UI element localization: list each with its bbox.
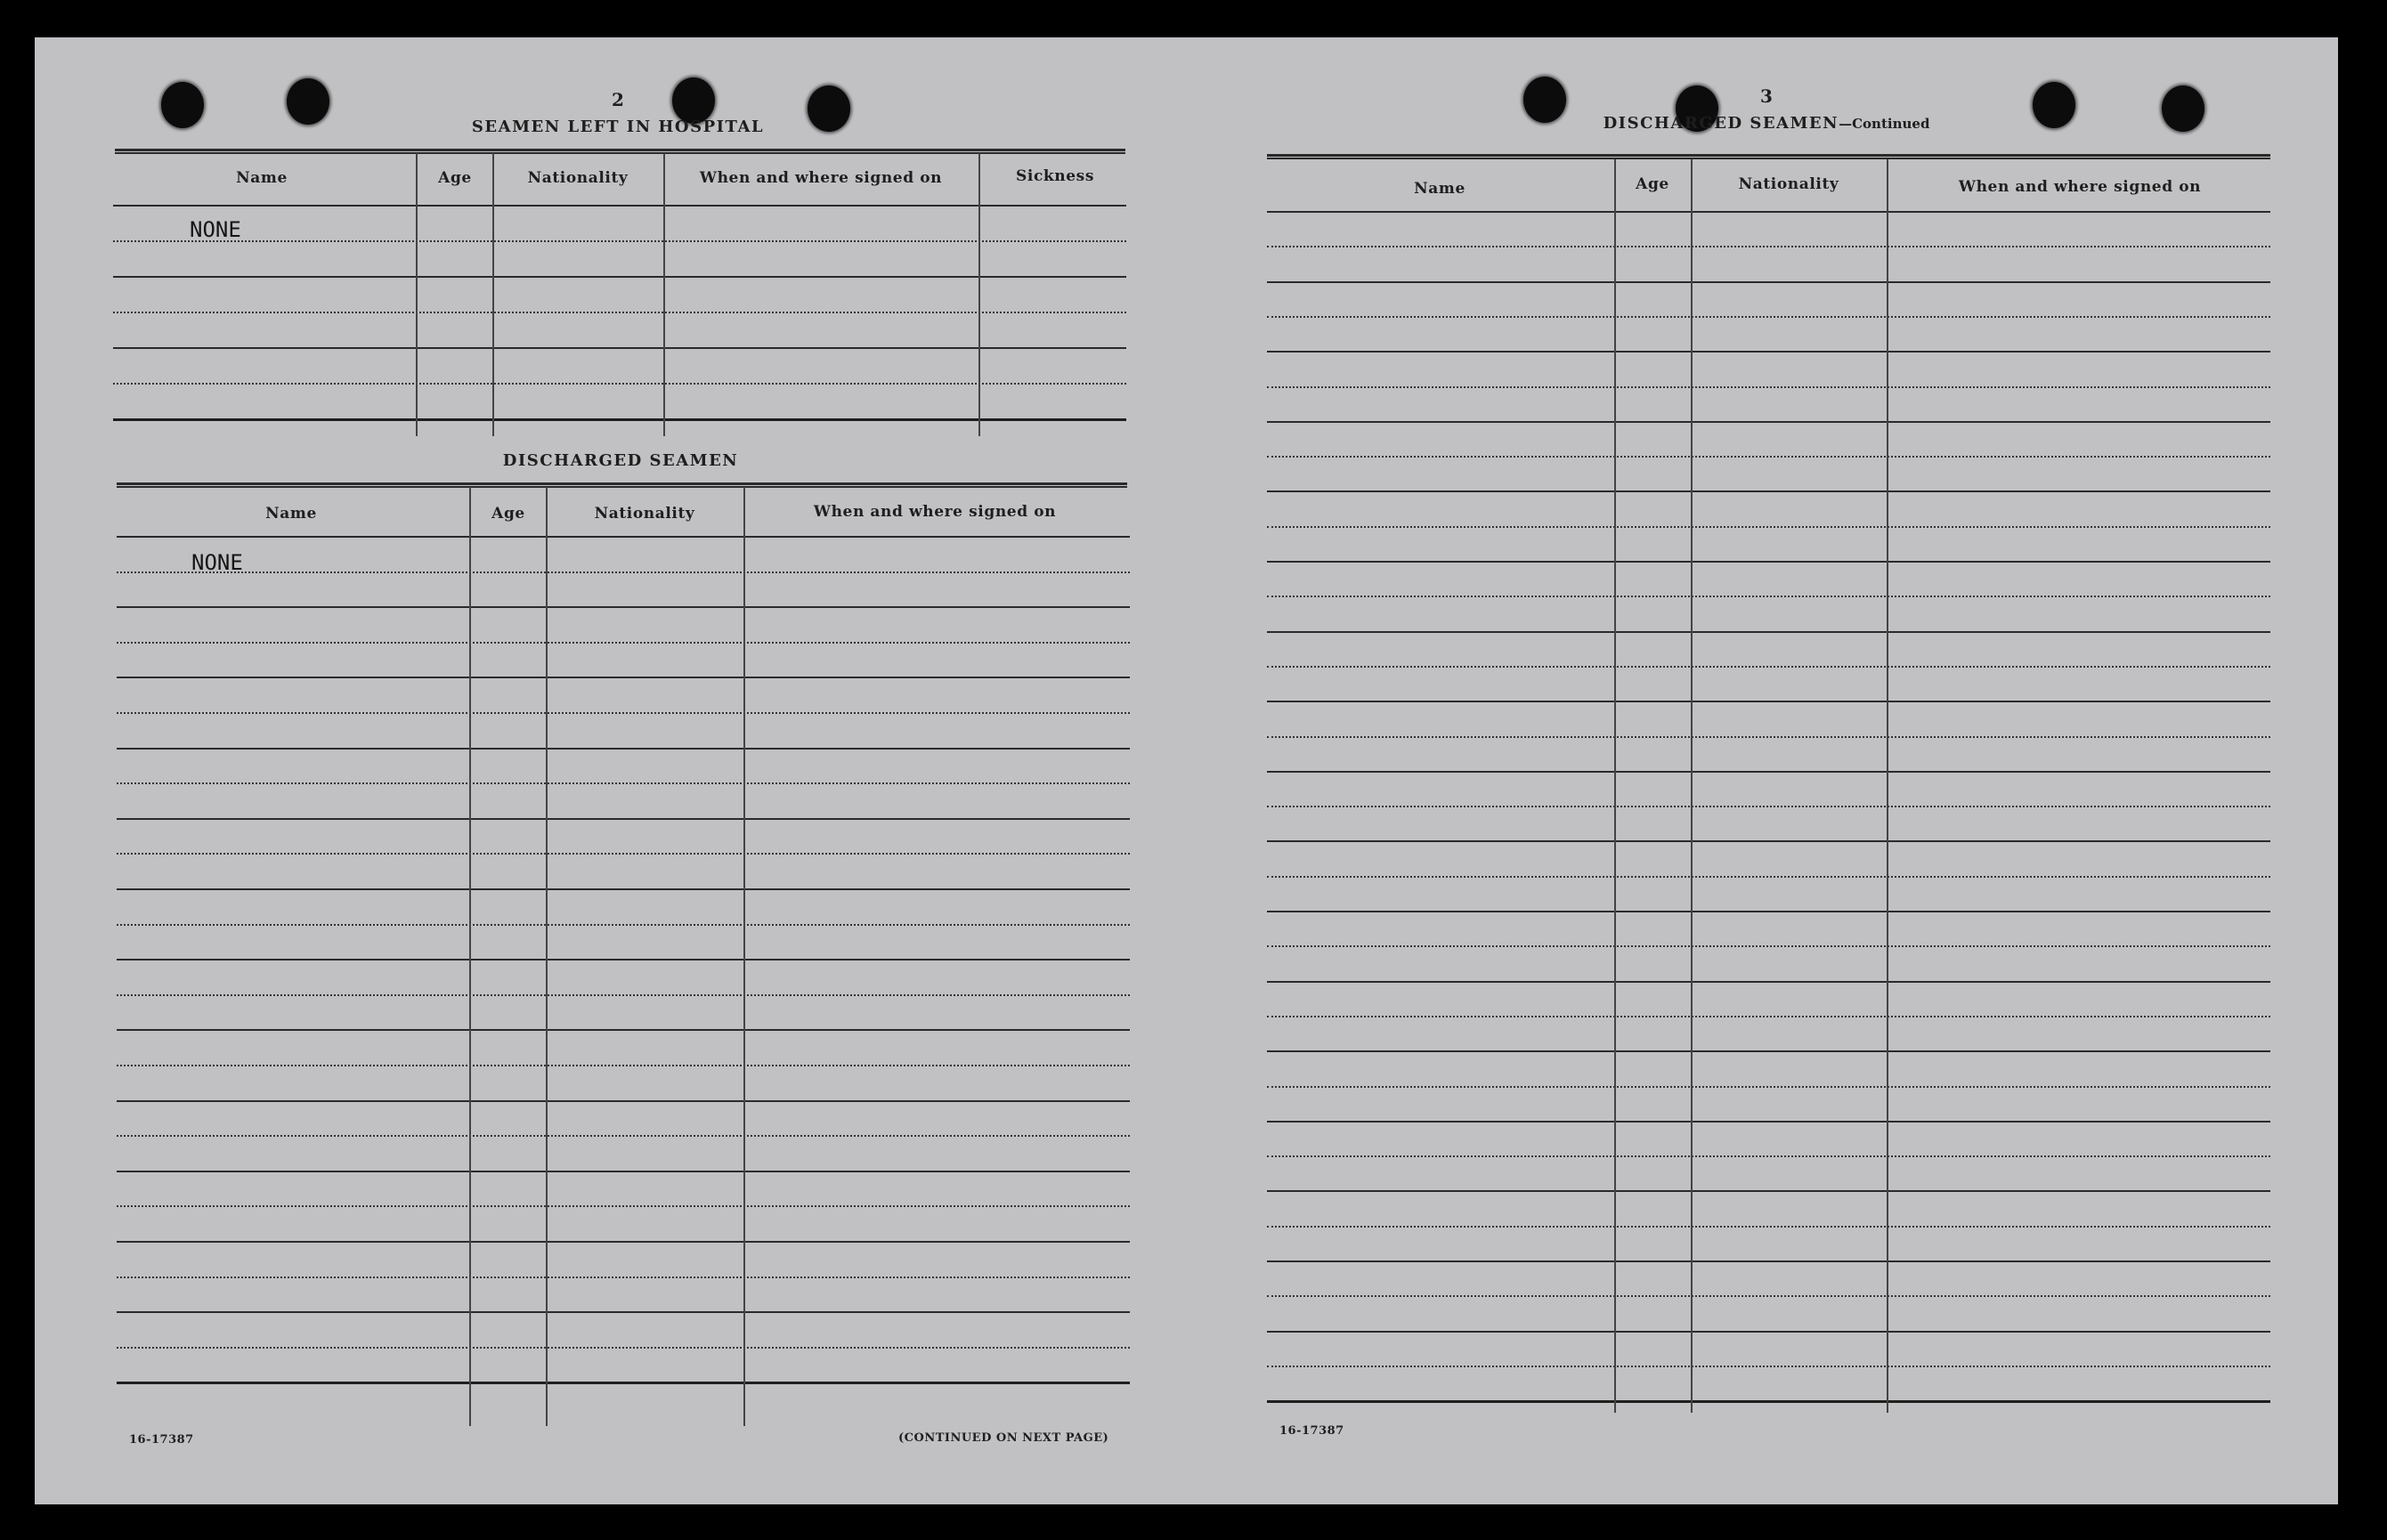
row-line <box>1267 876 2270 878</box>
row-line <box>117 888 1130 890</box>
row-line <box>1267 1260 2270 1262</box>
row-line <box>117 1065 1130 1066</box>
row-line <box>113 276 1126 278</box>
row-line <box>117 1100 1130 1102</box>
title-suffix: —Continued <box>1839 116 1930 132</box>
row-line <box>1267 1086 2270 1088</box>
row-line <box>117 853 1130 855</box>
row-line <box>117 1029 1130 1031</box>
row-line <box>117 748 1130 750</box>
row-line <box>1267 1226 2270 1228</box>
section-rule <box>115 149 1125 154</box>
row-line <box>1267 1121 2270 1123</box>
column-header-nationality: Nationality <box>1738 175 1839 193</box>
row-line <box>1267 945 2270 947</box>
section-rule <box>117 482 1127 488</box>
row-line <box>117 1205 1130 1207</box>
row-line <box>117 1171 1130 1172</box>
row-line <box>117 712 1130 714</box>
row-line <box>117 1347 1130 1349</box>
row-line <box>1267 736 2270 738</box>
row-line <box>113 347 1126 349</box>
header-underline <box>1267 211 2270 213</box>
column-header-age: Age <box>491 505 525 523</box>
hospital-entry: NONE <box>190 217 241 242</box>
form-number: 16-17387 <box>129 1433 194 1447</box>
column-header-name: Name <box>1414 180 1465 198</box>
punch-hole <box>287 78 329 125</box>
column-header-sickness: Sickness <box>1016 167 1094 185</box>
row-line <box>1267 1050 2270 1052</box>
punch-hole <box>1523 77 1566 123</box>
column-divider <box>743 487 745 1426</box>
manifest-sheet <box>35 37 2338 1504</box>
row-line <box>117 606 1130 608</box>
column-header-signed-on: When and where signed on <box>699 169 943 187</box>
row-line <box>113 383 1126 385</box>
row-line <box>1267 246 2270 247</box>
row-line <box>1267 351 2270 353</box>
column-divider <box>1887 159 1888 1413</box>
hospital-section-title: SEAMEN LEFT IN HOSPITAL <box>471 118 765 136</box>
punch-hole <box>808 85 850 132</box>
form-number: 16-17387 <box>1279 1424 1344 1438</box>
column-divider <box>663 153 665 436</box>
continued-note: (CONTINUED ON NEXT PAGE) <box>898 1431 1109 1445</box>
row-line <box>1267 596 2270 597</box>
header-underline <box>117 536 1130 538</box>
row-line <box>1267 1331 2270 1333</box>
column-header-nationality: Nationality <box>527 169 629 187</box>
row-line <box>1267 421 2270 423</box>
row-line <box>117 571 1130 573</box>
column-header-name: Name <box>236 169 288 187</box>
row-line <box>117 1382 1130 1384</box>
row-line <box>117 959 1130 960</box>
row-line <box>1267 840 2270 842</box>
column-divider <box>492 153 494 436</box>
row-line <box>1267 561 2270 563</box>
discharged-entry: NONE <box>191 550 243 575</box>
row-line <box>1267 771 2270 773</box>
row-line <box>1267 701 2270 702</box>
row-line <box>1267 981 2270 983</box>
row-line <box>1267 1366 2270 1367</box>
row-line <box>1267 911 2270 912</box>
row-line <box>1267 1295 2270 1297</box>
row-line <box>113 418 1126 421</box>
row-line <box>1267 1155 2270 1157</box>
row-line <box>1267 631 2270 633</box>
column-header-age: Age <box>1636 175 1669 193</box>
column-divider <box>546 487 548 1426</box>
row-line <box>117 994 1130 996</box>
row-line <box>117 1277 1130 1278</box>
row-line <box>117 782 1130 784</box>
row-line <box>113 240 1126 242</box>
row-line <box>1267 281 2270 283</box>
row-line <box>1267 490 2270 492</box>
punch-hole <box>161 82 204 128</box>
column-divider <box>469 487 471 1426</box>
row-line <box>1267 666 2270 668</box>
discharged-section-title: DISCHARGED SEAMEN <box>502 451 739 470</box>
row-line <box>113 312 1126 313</box>
column-header-age: Age <box>438 169 472 187</box>
row-line <box>1267 386 2270 388</box>
page-number: 3 <box>1760 85 1773 107</box>
column-header-nationality: Nationality <box>594 505 695 523</box>
column-divider <box>1614 159 1616 1413</box>
row-line <box>1267 1400 2270 1403</box>
title-text: DISCHARGED SEAMEN <box>1603 114 1839 133</box>
column-header-signed-on: When and where signed on <box>1958 178 2202 196</box>
row-line <box>117 1241 1130 1243</box>
punch-hole <box>2033 82 2075 128</box>
column-header-signed-on: When and where signed on <box>813 503 1057 521</box>
row-line <box>1267 1016 2270 1017</box>
punch-hole <box>2162 85 2204 132</box>
row-line <box>117 924 1130 926</box>
page-number: 2 <box>612 89 624 110</box>
column-divider <box>978 153 980 436</box>
column-divider <box>416 153 418 436</box>
row-line <box>117 677 1130 678</box>
row-line <box>117 642 1130 644</box>
row-line <box>1267 806 2270 807</box>
discharged-continued-title <box>1604 114 1930 133</box>
row-line <box>1267 526 2270 528</box>
row-line <box>117 818 1130 820</box>
row-line <box>117 1135 1130 1137</box>
row-line <box>1267 316 2270 318</box>
column-header-name: Name <box>265 505 317 523</box>
row-line <box>1267 1190 2270 1192</box>
column-divider <box>1691 159 1693 1413</box>
row-line <box>117 1311 1130 1313</box>
section-rule <box>1267 154 2270 159</box>
row-line <box>1267 456 2270 458</box>
header-underline <box>113 205 1126 207</box>
